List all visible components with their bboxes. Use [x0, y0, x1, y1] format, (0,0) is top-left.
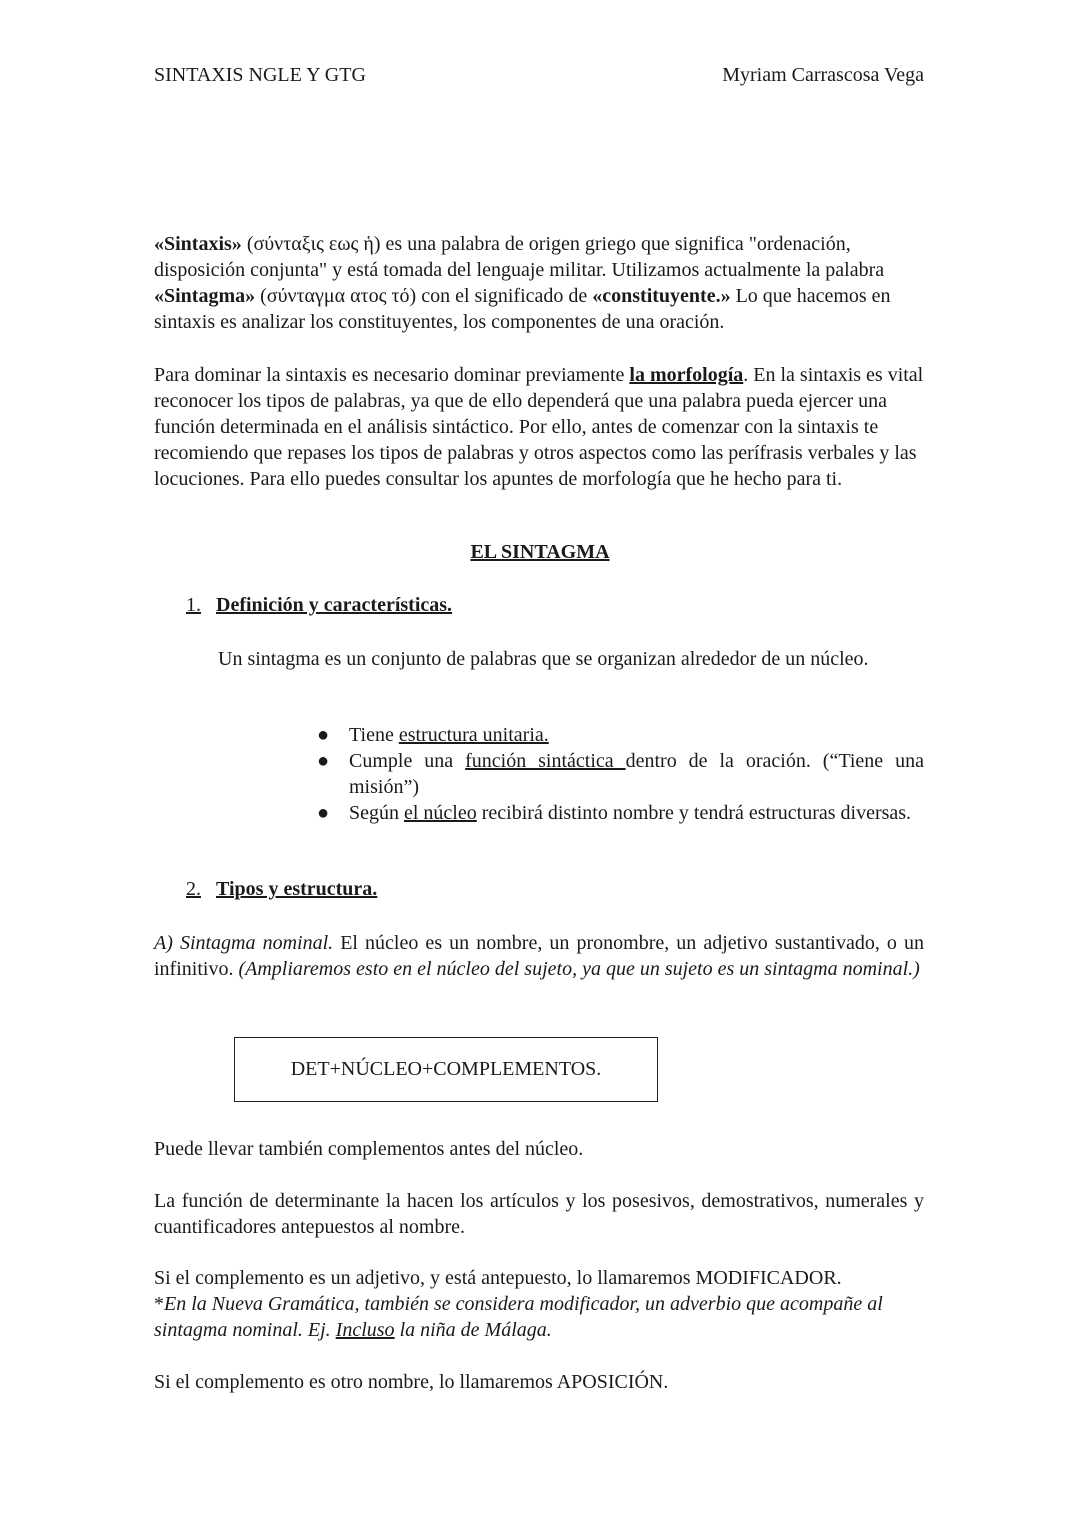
intro-text: Para dominar la sintaxis es necesario dominar previamente: [154, 364, 630, 386]
section-2-label: Tipos y estructura.: [216, 878, 378, 900]
term-sintaxis: «Sintaxis»: [154, 233, 242, 255]
intro-text: Lo que hacemos en sintaxis es analizar los constituyentes, los componentes de una oración.: [154, 285, 891, 333]
modifier-paragraph: [154, 1265, 924, 1343]
note-star: *: [154, 1293, 164, 1315]
term-constituyente: «constituyente.»: [592, 285, 731, 307]
paragraph-text: La función de determinante la hacen los artículos y los posesivos, demostrativos, numerales y cuantificadores antepuestos al nombre.: [154, 1190, 924, 1238]
intro-text: . En la sintaxis es vital reconocer los tipos de palabras, ya que de ello dependerá que una palabra pueda ejercer una función determinada en el análisis sintáctico. Por ello, antes de comenzar con la sintaxis te recomiendo que repases los tipos de palabras y otros aspectos como las perífrasis verbales y las locuciones. Para ello puedes consultar los apuntes de morfología que he hecho para ti.: [154, 364, 924, 490]
intro-text: (σύνταγμα ατος τό) con el significado de: [255, 285, 593, 307]
list-text: recibirá distinto nombre y tendrá estructuras diversas.: [476, 802, 912, 824]
note-text: la niña de Málaga.: [394, 1319, 552, 1341]
paragraph-text: Puede llevar también complementos antes del núcleo.: [154, 1138, 584, 1160]
header-title: SINTAXIS NGLE Y GTG: [154, 64, 366, 86]
morfologia-link[interactable]: la morfología: [629, 364, 744, 386]
paragraph-text: Si el complemento es un adjetivo, y está antepuesto, lo llamaremos MODIFICADOR.: [154, 1267, 842, 1289]
intro-paragraph-1: [154, 231, 924, 335]
definition-paragraph: [154, 646, 924, 672]
section-2-heading: [186, 878, 377, 901]
structure-formula-box: [234, 1037, 658, 1102]
section-title: EL SINTAGMA: [470, 541, 610, 563]
list-item: [314, 748, 924, 800]
list-item: [314, 800, 924, 826]
complements-paragraph: [154, 1136, 924, 1162]
bullet-icon: ●: [317, 724, 330, 746]
section-1-number: 1.: [186, 594, 201, 616]
definition-text: Un sintagma es un conjunto de palabras que se organizan alrededor de un núcleo.: [218, 648, 869, 670]
underlined-term: Incluso: [335, 1319, 395, 1341]
paragraph-text: El núcleo es un nombre, un pronombre, un adjetivo sustantivado, o un infinitivo.: [154, 932, 924, 980]
section-2-number: 2.: [186, 878, 201, 900]
apposition-paragraph: [154, 1369, 924, 1395]
nominal-phrase-paragraph: [154, 930, 924, 982]
bullet-icon: ●: [317, 802, 330, 824]
list-text: dentro de la oración. (“Tiene una misión”): [349, 750, 924, 798]
section-1-heading: [186, 594, 452, 617]
list-text: Según: [349, 802, 404, 824]
note-text: En la Nueva Gramática, también se considera modificador, un adverbio que acompañe al sintagma nominal. Ej.: [154, 1293, 883, 1341]
intro-paragraph-2: [154, 362, 924, 492]
intro-text: (σύνταξις εως ἡ) es una palabra de origen griego que significa "ordenación, disposición conjunta" y está tomada del lenguaje militar. Utilizamos actualmente la palabra: [154, 233, 885, 281]
determiner-paragraph: [154, 1188, 924, 1240]
underlined-term: función sintáctica: [465, 750, 626, 772]
term-sintagma: «Sintagma»: [154, 285, 256, 307]
list-item: [314, 722, 924, 748]
underlined-term: el núcleo: [404, 802, 477, 824]
paragraph-text: Si el complemento es otro nombre, lo llamaremos APOSICIÓN.: [154, 1371, 669, 1393]
nominal-phrase-note: (Ampliaremos esto en el núcleo del sujeto, ya que un sujeto es un sintagma nominal.): [238, 958, 920, 980]
header-author: Myriam Carrascosa Vega: [722, 64, 924, 86]
list-text: Tiene: [349, 724, 399, 746]
section-1-label: Definición y características.: [216, 594, 453, 616]
bullet-icon: ●: [317, 750, 330, 772]
nominal-phrase-label: A) Sintagma nominal.: [154, 932, 334, 954]
structure-formula: DET+NÚCLEO+COMPLEMENTOS.: [290, 1058, 602, 1080]
underlined-term: estructura unitaria.: [398, 724, 549, 746]
characteristics-list: [314, 722, 924, 826]
list-text: Cumple una: [349, 750, 466, 772]
